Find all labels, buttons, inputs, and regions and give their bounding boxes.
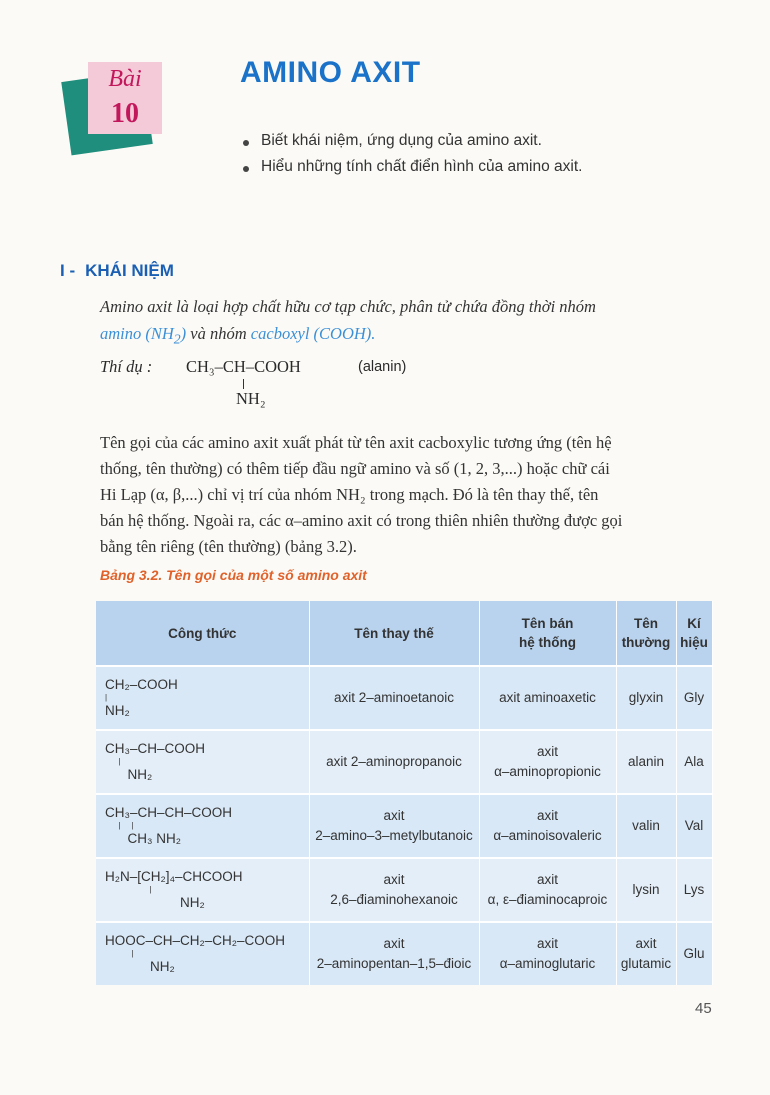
cell-semi-systematic: axit α, ε–điaminocaproic xyxy=(479,858,616,922)
formula-bond: | xyxy=(105,885,152,894)
formula-line: CH₃–CH–CH–COOH xyxy=(105,805,233,820)
cell-common: alanin xyxy=(616,730,676,794)
paragraph-line: Tên gọi của các amino axit xuất phát từ tên axit cacboxylic tương ứng (tên hệ xyxy=(100,433,612,452)
cell-formula xyxy=(96,922,309,985)
formula-bond: | xyxy=(105,693,108,702)
table-row xyxy=(96,794,712,858)
table-row xyxy=(96,666,712,730)
example-formula-sub: NH₂ xyxy=(236,389,266,408)
section-number: I - xyxy=(60,261,76,280)
formula-line: NH₂ xyxy=(105,959,175,974)
formula-line: NH₂ xyxy=(105,895,205,910)
header-substitutive: Tên thay thế xyxy=(309,601,479,666)
table-header-row xyxy=(96,601,712,666)
cell-symbol: Glu xyxy=(676,922,712,985)
cell-semi-systematic: axit aminoaxetic xyxy=(479,666,616,730)
header-formula: Công thức xyxy=(96,601,309,666)
cell-symbol: Lys xyxy=(676,858,712,922)
formula-bond: | xyxy=(105,949,134,958)
example-formula-bond xyxy=(243,379,244,389)
paragraph-line: thống, tên thường) có thêm tiếp đầu ngữ amino và số (1, 2, 3,...) hoặc chữ cái xyxy=(100,459,610,478)
amino-term-text: amino (NH xyxy=(100,324,174,343)
section-title: KHÁI NIỆM xyxy=(85,261,174,280)
formula-line: CH₂–COOH xyxy=(105,677,178,692)
example-formula-main: CH₃–CH–COOH xyxy=(186,357,301,376)
paragraph-line: Hi Lạp (α, β,...) chỉ vị trí của nhóm NH₂ trong mạch. Đó là tên thay thế, tên xyxy=(100,485,599,504)
cell-symbol: Gly xyxy=(676,666,712,730)
paragraph-line: bán hệ thống. Ngoài ra, các α–amino axit có trong thiên nhiên thường được gọi xyxy=(100,511,623,530)
formula-line: NH₂ xyxy=(105,767,153,782)
formula-line: H₂N–[CH₂]₄–CHCOOH xyxy=(105,869,243,884)
example-lead: Thí dụ : xyxy=(100,357,153,376)
header-semi-systematic: Tên bán hệ thống xyxy=(479,601,616,666)
formula-bond: | | xyxy=(105,821,134,830)
cell-semi-systematic: axit α–aminoglutaric xyxy=(479,922,616,985)
cell-formula xyxy=(96,794,309,858)
example-block xyxy=(100,357,500,417)
cell-symbol: Val xyxy=(676,794,712,858)
objectives-list xyxy=(243,132,582,184)
amino-acid-table xyxy=(96,601,713,985)
formula-line: CH₃–CH–COOH xyxy=(105,741,206,756)
paragraph-line: bằng tên riêng (tên thường) (bảng 3.2). xyxy=(100,537,357,556)
definition-paragraph xyxy=(100,293,720,352)
section-heading xyxy=(60,261,174,281)
amino-term-sub: 2 xyxy=(173,331,181,347)
cell-substitutive: axit 2–aminoetanoic xyxy=(309,666,479,730)
definition-text: Amino axit là loại hợp chất hữu cơ tạp chức, phân tử chứa đồng thời nhóm xyxy=(100,297,596,316)
formula-line: HOOC–CH–CH₂–CH₂–COOH xyxy=(105,933,286,948)
cell-common: valin xyxy=(616,794,676,858)
cell-semi-systematic: axit α–aminoisovaleric xyxy=(479,794,616,858)
cell-substitutive: axit 2–aminopentan–1,5–đioic xyxy=(309,922,479,985)
cell-common: axit glutamic xyxy=(616,922,676,985)
table-caption: Bảng 3.2. Tên gọi của một số amino axit xyxy=(100,567,367,583)
cell-common: glyxin xyxy=(616,666,676,730)
formula-line: CH₃ NH₂ xyxy=(105,831,181,846)
cell-symbol: Ala xyxy=(676,730,712,794)
cell-formula xyxy=(96,858,309,922)
lesson-label: Bài xyxy=(108,66,142,92)
table-row xyxy=(96,858,712,922)
page-number: 45 xyxy=(695,1000,712,1017)
amino-group-term xyxy=(100,324,187,347)
carboxyl-group-term: cacboxyl (COOH). xyxy=(250,324,376,343)
lesson-badge xyxy=(66,62,166,157)
objective-item: Biết khái niệm, ứng dụng của amino axit. xyxy=(243,132,582,158)
formula-line: NH₂ xyxy=(105,703,130,718)
cell-substitutive: axit 2–aminopropanoic xyxy=(309,730,479,794)
cell-common: lysin xyxy=(616,858,676,922)
cell-semi-systematic: axit α–aminopropionic xyxy=(479,730,616,794)
header-common: Tên thường xyxy=(616,601,676,666)
cell-formula xyxy=(96,730,309,794)
formula-bond: | xyxy=(105,757,121,766)
example-name: (alanin) xyxy=(358,359,407,375)
amino-term-end: ) xyxy=(180,324,187,343)
cell-substitutive: axit 2–amino–3–metylbutanoic xyxy=(309,794,479,858)
header-symbol: Kí hiệu xyxy=(676,601,712,666)
naming-paragraph xyxy=(100,430,700,560)
table-row xyxy=(96,730,712,794)
table-row xyxy=(96,922,712,985)
objective-item: Hiểu những tính chất điển hình của amino axit. xyxy=(243,158,582,184)
cell-formula xyxy=(96,666,309,730)
lesson-number: 10 xyxy=(111,98,139,129)
page-title: AMINO AXIT xyxy=(240,56,421,89)
cell-substitutive: axit 2,6–điaminohexanoic xyxy=(309,858,479,922)
definition-middle: và nhóm xyxy=(186,324,251,343)
